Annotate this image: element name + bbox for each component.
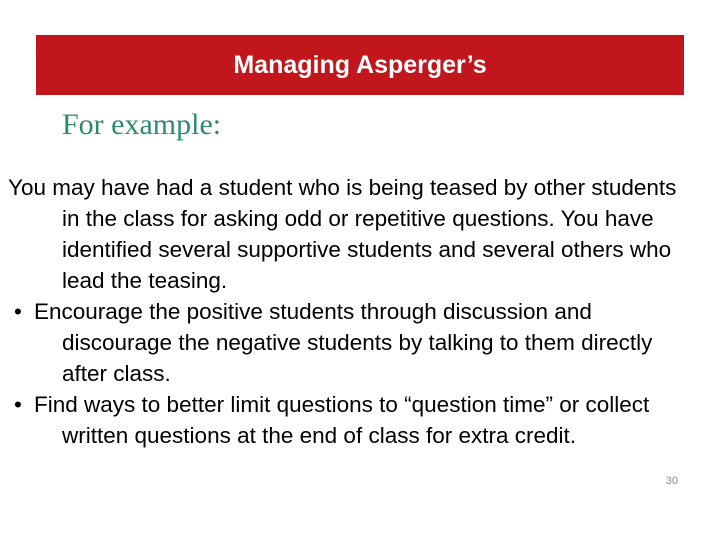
slide-title: Managing Asperger’s: [233, 50, 487, 79]
bullet-text: Find ways to better limit questions to “question time” or collect written questions at the end of class for extra credit.: [34, 392, 650, 448]
title-bar: [36, 35, 684, 95]
bullet-item: [8, 389, 688, 451]
bullet-icon: •: [14, 299, 22, 324]
bullet-item: [8, 296, 688, 389]
bullet-icon: •: [14, 392, 22, 417]
slide-subtitle: For example:: [62, 108, 222, 141]
intro-paragraph: You may have had a student who is being teased by other students in the class for asking odd or repetitive questions. You have identified several supportive students and several others who lead the teasing.: [8, 175, 677, 293]
page-number: 30: [665, 475, 678, 487]
slide-body: [8, 172, 688, 451]
bullet-text: Encourage the positive students through discussion and discourage the negative students by talking to them directly after class.: [34, 299, 653, 386]
